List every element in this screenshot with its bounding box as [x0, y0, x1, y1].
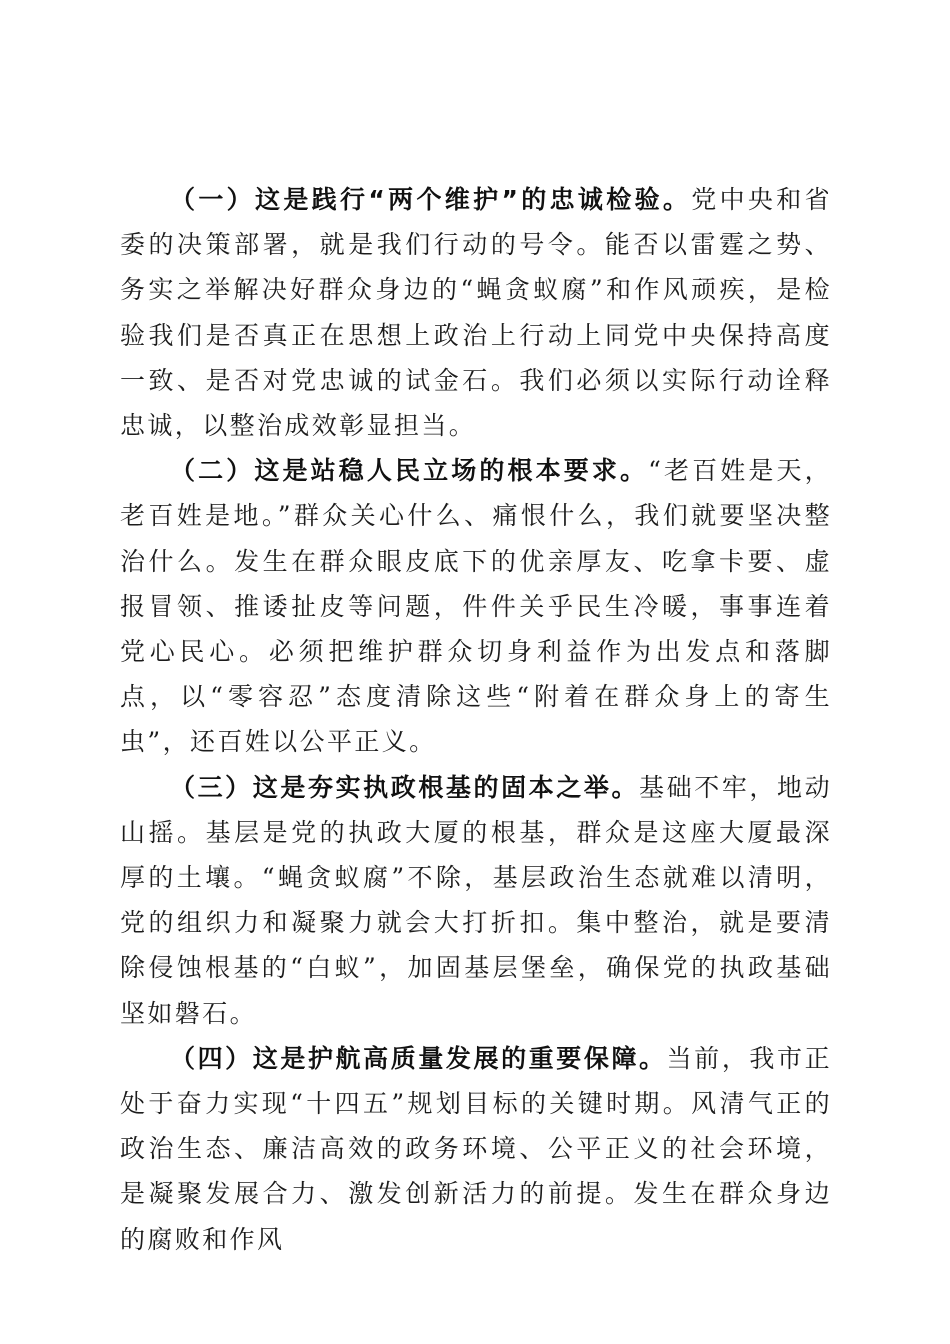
paragraph-2-heading: （二）这是站稳人民立场的根本要求。	[170, 456, 649, 486]
paragraph-2	[120, 448, 832, 764]
paragraph-2-body: “老百姓是天，老百姓是地。”群众关心什么、痛恨什么，我们就要坚决整治什么。发生在群众眼皮底下的优亲厚友、吃拿卡要、虚报冒领、推诿扯皮等问题，件件关乎民生冷暖，事事连着党心民心。必须把维护群众切身利益作为出发点和落脚点，以“零容忍”态度清除这些“附着在群众身上的寄生虫”，还百姓以公平正义。	[120, 456, 832, 757]
paragraph-4	[120, 1036, 832, 1262]
document-body	[120, 177, 832, 1262]
paragraph-3-heading: （三）这是夯实执政根基的固本之举。	[170, 772, 640, 802]
paragraph-1-heading: （一）这是践行“两个维护”的忠诚检验。	[170, 185, 692, 214]
paragraph-3-body: 基础不牢，地动山摇。基层是党的执政大厦的根基，群众是这座大厦最深厚的土壤。“蝇贪蚁腐”不除，基层政治生态就难以清明，党的组织力和凝聚力就会大打折扣。集中整治，就是要清除侵蚀根基的“白蚁”，加固基层堡垒，确保党的执政基础坚如磐石。	[120, 772, 832, 1028]
paragraph-4-body: 当前，我市正处于奋力实现“十四五”规划目标的关键时期。风清气正的政治生态、廉洁高效的政务环境、公平正义的社会环境，是凝聚发展合力、激发创新活力的前提。发生在群众身边的腐败和作风	[120, 1043, 832, 1254]
paragraph-4-heading: （四）这是护航高质量发展的重要保障。	[170, 1043, 667, 1073]
paragraph-3	[120, 765, 832, 1036]
paragraph-1-body: 党中央和省委的决策部署，就是我们行动的号令。能否以雷霆之势、务实之举解决好群众身边的“蝇贪蚁腐”和作风顽疾，是检验我们是否真正在思想上政治上行动上同党中央保持高度一致、是否对党忠诚的试金石。我们必须以实际行动诠释忠诚，以整治成效彰显担当。	[120, 185, 832, 441]
paragraph-1	[120, 177, 832, 448]
